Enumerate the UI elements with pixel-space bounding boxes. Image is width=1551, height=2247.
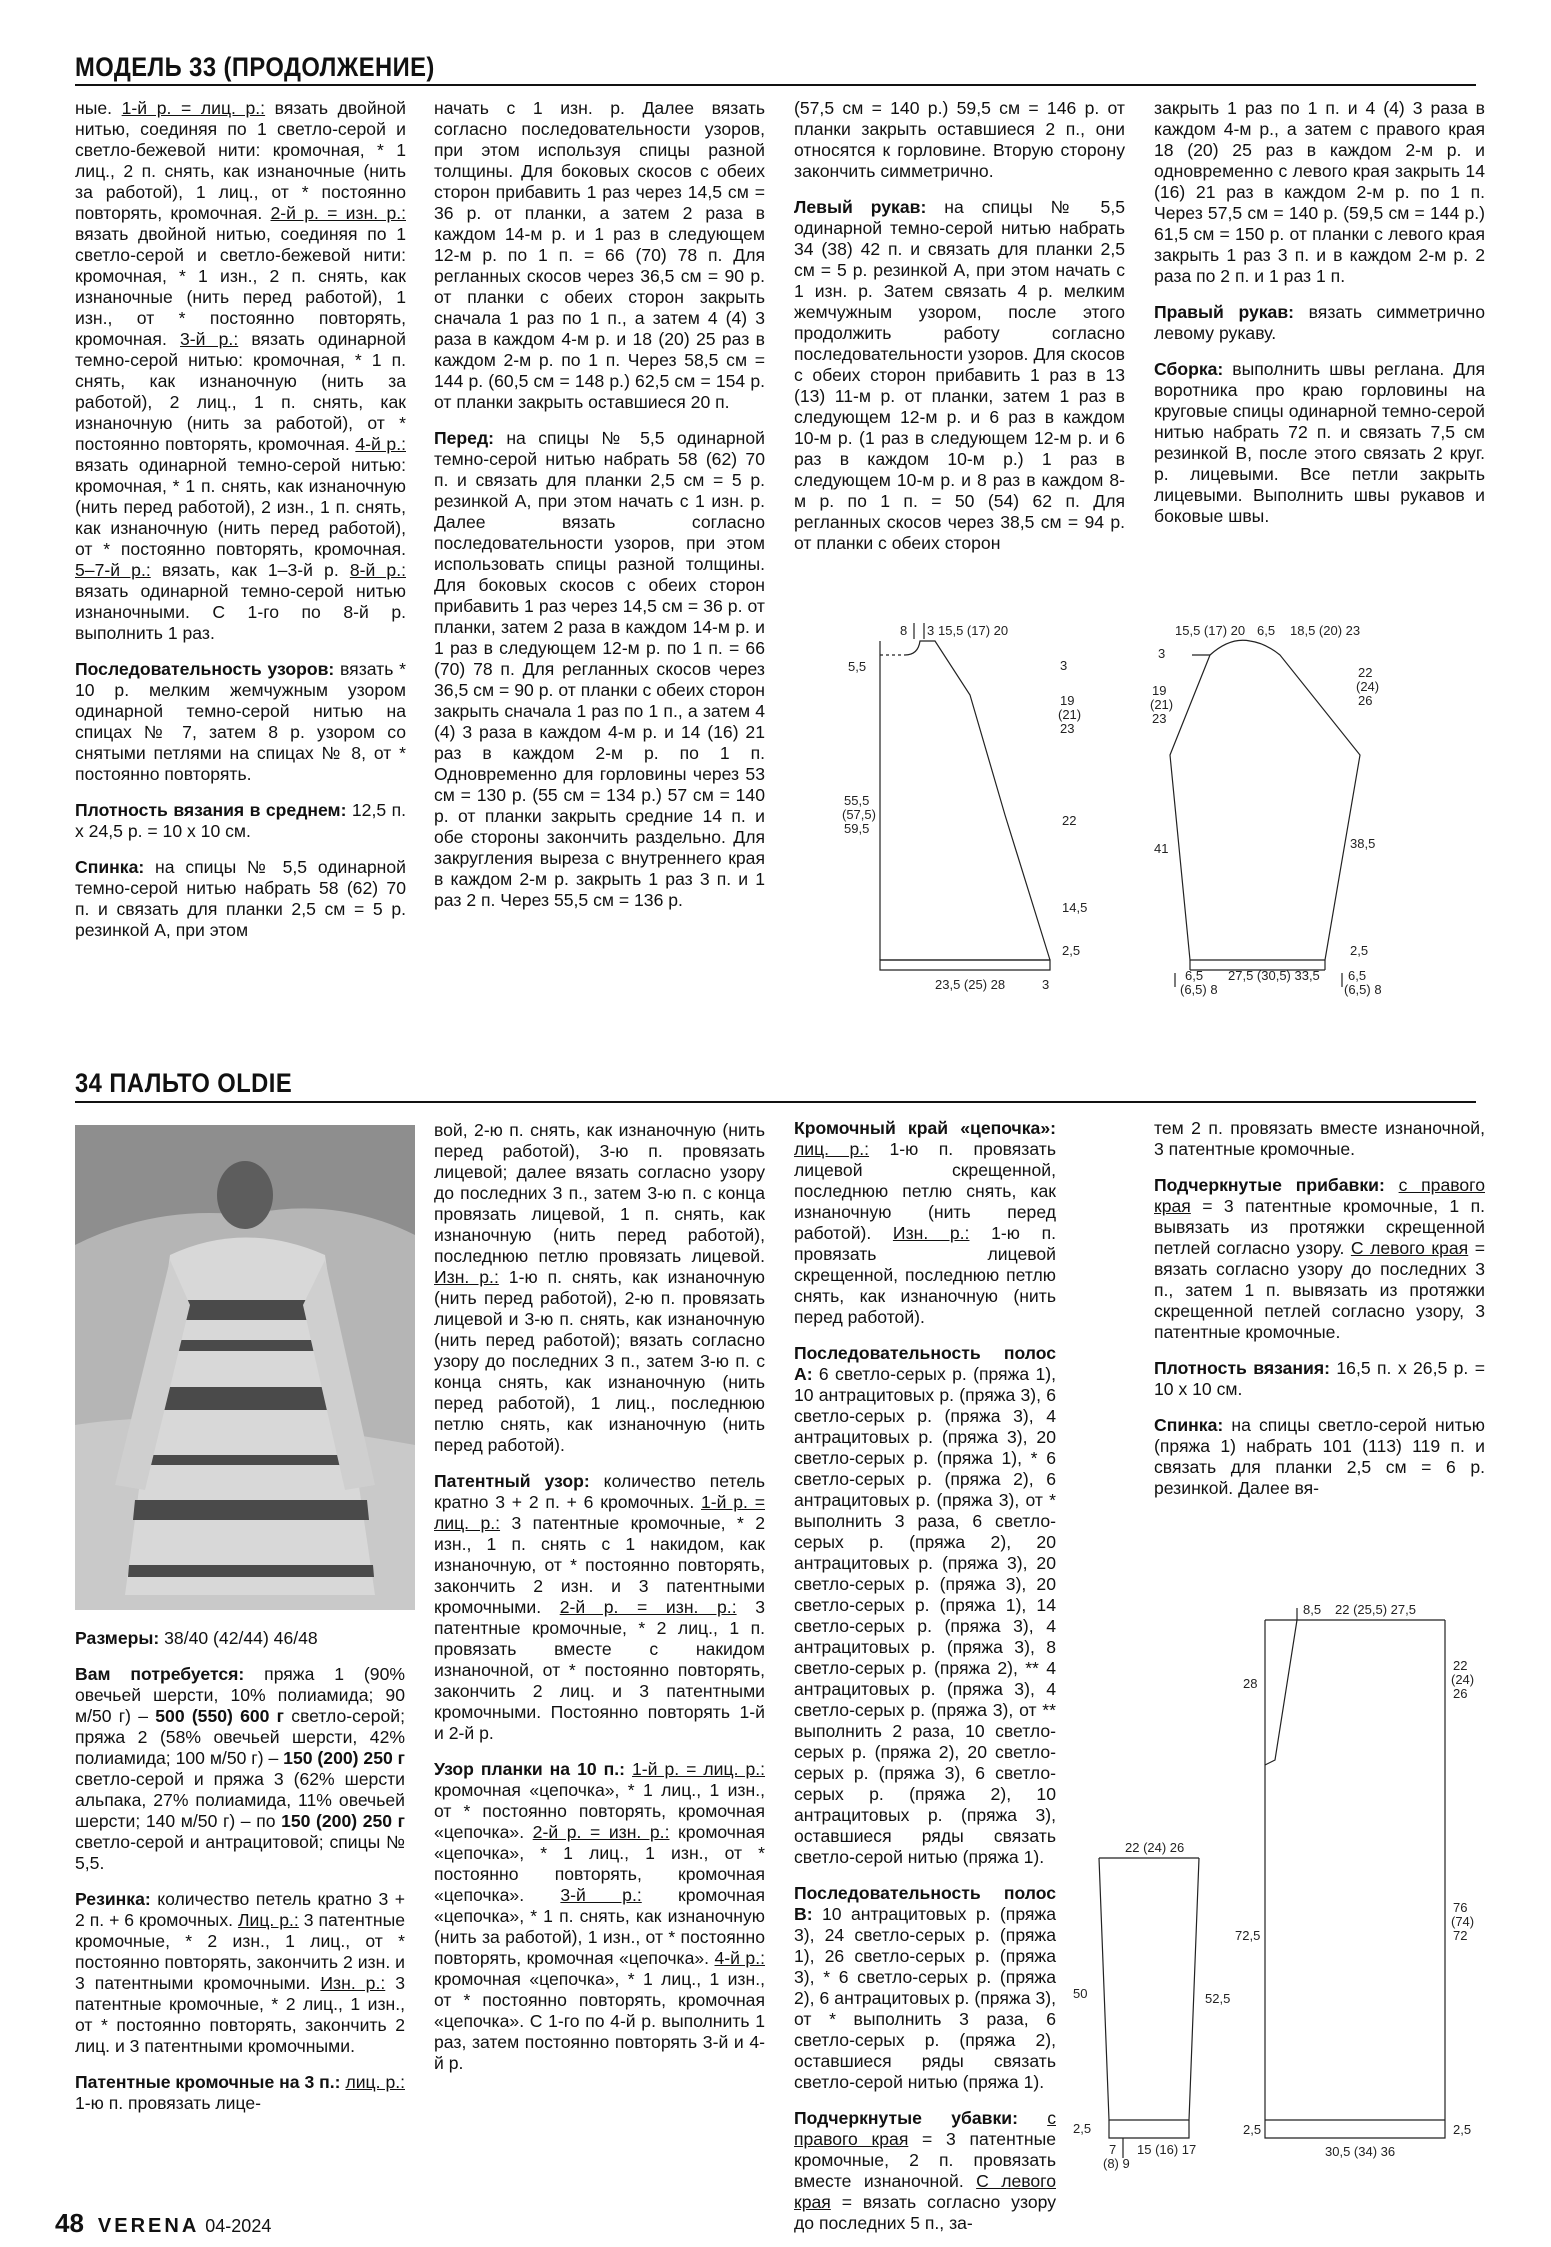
dim-label: (24) (1356, 679, 1380, 694)
dim-label: 23 (1152, 711, 1167, 726)
dim-label: 2,5 (1073, 2121, 1092, 2136)
model34-column-2 (434, 1120, 765, 2210)
dim-label: (21) (1150, 697, 1174, 712)
dim-label: 3 (1060, 658, 1068, 673)
patent-edge-paragraph: Патентные кромочные на 3 п.: лиц. р.: 1-ю п. провязать лице- (75, 2072, 405, 2113)
model34-column-1 (75, 1628, 405, 2208)
model33-column-1 (75, 98, 406, 1028)
dim-label: 8 (900, 623, 908, 638)
dim-label: 26 (1358, 693, 1373, 708)
section-rule (75, 1101, 1476, 1103)
dim-label: 28 (1243, 1676, 1258, 1691)
dim-label: 26 (1453, 1686, 1468, 1701)
dim-label: 22 (1358, 665, 1373, 680)
sleeve-continued-paragraph: закрыть 1 раз по 1 п. и 4 (4) 3 раза в каждом 4-м р., а затем с правого края 18 (20) 25 раз в каждом 2-м р. и одновременно с левого края закрыть 14 (16) 21 раз в каждом 2-м р. по 1 п. Через 57,5 см = 140 р. (59,5 см = 144 р.) 61,5 см = 150 р. от планки с левого края закрыть 1 раз 3 п. и в каждом 2-м р. 2 раза по 2 п. и 1 раз 1 п. (1154, 98, 1485, 286)
dim-label: 5,5 (848, 659, 867, 674)
magazine-name: VERENA (97, 2215, 200, 2237)
page-number: 48 (55, 2208, 84, 2238)
dim-label: 3 (927, 623, 935, 638)
coat-back-schematic-diagram (1235, 1600, 1485, 2200)
dim-label: 72 (1453, 1928, 1468, 1943)
gauge-paragraph: Плотность вязания в среднем: 12,5 п. х 24,5 р. = 10 х 10 см. (75, 800, 406, 841)
front-continued-paragraph: (57,5 см = 140 р.) 59,5 см = 146 р. от планки закрыть оставшиеся 2 п., они относятся к горловине. Вторую сторону закончить симметрично. (794, 98, 1125, 181)
coat-photo-illustration (75, 1125, 415, 1610)
assembly-paragraph: Сборка: выполнить швы реглана. Для воротника про краю горловины на круговые спицы одинарной темно-серой нитью набрать 72 п. и связать 7,5 см резинкой В, после этого связать 2 круг. р. лицевыми. Все петли закрыть лицевыми. Выполнить швы рукавов и боковые швы. (1154, 359, 1485, 526)
dim-label: 59,5 (844, 821, 870, 836)
patent-edge-continued-paragraph: вой, 2-ю п. снять, как изнаночную (нить перед работой), 3-ю п. провязать лицевой; далее вязать согласно узору до последних 3 п., затем 3-ю п. с конца провязать лицевой, 1 п. снять, как изнаночную (нить перед работой), последнюю петлю провязать лицевой. Изн. р.: 1-ю п. снять, как изнаночную (нить перед работой), 2-ю п. провязать лицевой и 3-ю п. снять, как изнаночную (нить перед работой); вязать согласно узору до последних 3 п., затем 3-ю п. с конца снять, как изнаночную (нить перед работой), 1 лиц., последнюю петлю снять, как изнаночную (нить перед работой). (434, 1120, 765, 1455)
dim-label: 2,5 (1243, 2122, 1262, 2137)
issue-number: 04-2024 (205, 2216, 272, 2236)
section-rule (75, 84, 1476, 86)
materials-paragraph: Вам потребуется: пряжа 1 (90% овечьей шерсти, 10% полиамида; 90 м/50 г) – 500 (550) 600 г светло-серой; пряжа 2 (58% овечьей шерсти, 42% полиамида; 100 м/50 г) – 150 (200) 250 г светло-серой и пряжа 3 (62% шерсти альпака, 27% полиамида, 11% овечьей шерсти; 140 м/50 г) – по 150 (200) 250 г светло-серой и антрацитовой; спицы № 5,5. (75, 1664, 406, 1873)
dim-label: (24) (1451, 1672, 1475, 1687)
dim-label: 6,5 (1185, 968, 1204, 983)
section-title-model-34: 34 ПАЛЬТО OLDIE (75, 1068, 293, 1098)
pattern-rows-paragraph: ные. 1-й р. = лиц. р.: вязать двойной нитью, соединяя по 1 светло-серой и светло-бежевой нити: кромочная, * 1 лиц., 2 п. снять, как изнаночные (нить за работой), 1 лиц., от * постоянно повторять, кромочная. 2-й р. = изн. р.: вязать двойной нитью, соединяя по 1 светло-серой и светло-бежевой нити: кромочная, * 1 изн., 2 п. снять, как изнаночные (нить перед работой), 1 изн., от * постоянно повторять, кромочная. 3-й р.: вязать одинарной темно-серой нитью: кромочная, * 1 п. снять, как изнаночную (нить за работой), 2 лиц., 1 п. снять, как изнаночную (нить за работой), от * постоянно повторять, кромочная. 4-й р.: вязать одинарной темно-серой нитью: кромочная, * 1 п. снять, как изнаночную (нить перед работой), 2 изн., 1 п. снять, как изнаночную (нить перед работой), от * постоянно повторять, кромочная. 5–7-й р.: вязать, как 1–3-й р. 8-й р.: вязать одинарной темно-серой нитью изнаночными. С 1-го по 8-й р. выполнить 1 раз. (75, 98, 407, 643)
dim-label: 6,5 (1348, 968, 1367, 983)
back-paragraph: Спинка: на спицы № 5,5 одинарной темно-серой нитью набрать 58 (62) 70 п. и связать для планки 2,5 см = 5 р. резинкой А, при этом (75, 857, 406, 940)
dim-label: 2,5 (1453, 2122, 1472, 2137)
model34-column-3 (794, 1118, 1057, 2233)
dim-label: 38,5 (1350, 836, 1376, 851)
sizes-paragraph: Размеры: 38/40 (42/44) 46/48 (75, 1628, 318, 1648)
dim-label: 6,5 (1257, 623, 1276, 638)
dim-label: 22 (25,5) 27,5 (1335, 1602, 1416, 1617)
dim-label: 18,5 (20) 23 (1290, 623, 1361, 638)
rib-paragraph: Резинка: количество петель кратно 3 + 2 п. + 6 кромочных. Лиц. р.: 3 патентные кромочные, * 2 изн., 1 лиц., от * постоянно повторять, закончить 2 изн. и 3 патентными кромочными. Изн. р.: 3 патентные кромочные, * 2 лиц., 1 изн., от * постоянно повторять, закончить 2 лиц. и 3 патентными кромочными. (75, 1889, 405, 2056)
model33-column-3 (794, 98, 1125, 568)
dim-label: (74) (1451, 1914, 1475, 1929)
sleeve-schematic-diagram (1130, 615, 1390, 997)
dim-label: 15,5 (17) 20 (1175, 623, 1246, 638)
dim-label: 2,5 (1350, 943, 1369, 958)
dim-label: 50 (1073, 1986, 1088, 2001)
back-continued-paragraph: начать с 1 изн. р. Далее вязать согласно последовательности узоров, при этом используя спицы разной толщины. Для боковых скосов с обеих сторон прибавить 1 раз через 14,5 см = 36 р. от планки, а затем 2 раза в каждом 14-м р. и 1 раз в следующем 12-м р. по 1 п. = 66 (70) 78 п. Для регланных скосов через 36,5 см = 90 р. от планки с обеих сторон закрыть сначала 1 раз по 1 п., а затем 4 (4) 3 раза в каждом 4-м р. и 18 (20) 25 раз в каждом 2-м р. по 1 п. Через 58,5 см = 144 р. (60,5 см = 148 р.) 62,5 см = 154 р. от планки закрыть оставшиеся 20 п. (434, 98, 765, 412)
dim-label: (8) 9 (1103, 2156, 1130, 2171)
pattern-sequence-paragraph: Последовательность узоров: вязать * 10 р. мелким жемчужным узором одинарной темно-серой нитью на спицах № 7, затем 8 р. узором со снятыми петлями на спицах № 8, от * постоянно повторять. (75, 659, 406, 784)
dim-label: (6,5) 8 (1180, 982, 1218, 997)
coat-sleeve-schematic-diagram (1065, 1838, 1230, 2198)
coat-photo (75, 1125, 415, 1610)
dim-label: 15,5 (17) 20 (938, 623, 1009, 638)
dim-label: 15 (16) 17 (1137, 2142, 1197, 2157)
stripe-sequence-a-paragraph: Последовательность полос А: 6 светло-серых р. (пряжа 1), 10 антрацитовых р. (пряжа 3), 6 светло-серых р. (пряжа 3), 4 антрацитовых р. (пряжа 3), 20 светло-серых р. (пряжа 1), * 6 светло-серых р. (пряжа 2), 6 антрацитовых р. (пряжа 3), от * выполнить 3 раза, 6 светло-серых р. (пряжа 2), 20 антрацитовых р. (пряжа 3), 20 светло-серых р. (пряжа 3), 20 светло-серых р. (пряжа 1), 14 светло-серых р. (пряжа 3), 4 антрацитовых р. (пряжа 3), 8 светло-серых р. (пряжа 2), ** 4 антрацитовых р. (пряжа 3), 4 светло-серых р. (пряжа 3), от ** выполнить 2 раза, 10 светло-серых р. (пряжа 2), 20 светло-серых р. (пряжа 3), 6 светло-серых р. (пряжа 2), 10 антрацитовых р. (пряжа 3), оставшиеся ряды связать светло-серой нитью (пряжа 1). (794, 1343, 1056, 1867)
dim-label: 23,5 (25) 28 (935, 977, 1006, 992)
section-title-model-33: МОДЕЛЬ 33 (ПРОДОЛЖЕНИЕ) (75, 52, 435, 82)
dim-label: 22 (1062, 813, 1077, 828)
dim-label: (21) (1058, 707, 1082, 722)
dim-label: 23 (1060, 721, 1075, 736)
coat-back-paragraph: Спинка: на спицы светло-серой нитью (пряжа 1) набрать 101 (113) 119 п. и связать для планки 2,5 см = 6 р. резинкой. Далее вя- (1154, 1415, 1485, 1498)
left-sleeve-paragraph: Левый рукав: на спицы № 5,5 одинарной темно-серой нитью набрать 34 (38) 42 п. и связать для планки 2,5 см = 5 р. резинкой А, при этом начать с 1 изн. р. Затем связать 4 р. мелким жемчужным узором, после этого продолжить работу согласно последовательности узоров. Для скосов с обеих сторон прибавить 1 раз в 13 (13) 11-м р. от планки, затем 1 раз в следующем 12-м р. и 6 раз в каждом 10-м р. (1 раз в следующем 12-м р. и 6 раз в каждом 10-м р.) 1 раз в следующем 10-м р. и 8 раз в каждом 8-м р. по 1 п. = 50 (54) 62 п. Для регланных скосов через 38,5 см = 94 р. от планки с обеих сторон (794, 197, 1125, 553)
dim-label: 7 (1109, 2142, 1117, 2157)
right-sleeve-paragraph: Правый рукав: вязать симметрично левому рукаву. (1154, 302, 1485, 343)
model33-column-2 (434, 98, 765, 1028)
dim-label: 30,5 (34) 36 (1325, 2144, 1396, 2159)
dim-label: 52,5 (1205, 1991, 1231, 2006)
dim-label: 3 (1042, 977, 1050, 992)
dim-label: 55,5 (844, 793, 870, 808)
chain-edge-paragraph: Кромочный край «цепочка»: лиц. р.: 1-ю п. провязать лицевой скрещенной, последнюю петлю снять, как изнаночную (нить перед работой). Изн. р.: 1-ю п. провязать лицевой скрещенной, последнюю петлю снять, как изнаночную (нить перед работой). (794, 1118, 1057, 1327)
decreases-continued-paragraph: тем 2 п. провязать вместе изнаночной, 3 патентные кромочные. (1154, 1118, 1485, 1159)
dim-label: 19 (1152, 683, 1167, 698)
dim-label: (57,5) (842, 807, 876, 822)
decreases-paragraph: Подчеркнутые убавки: с правого края = 3 патентные кромочные, 2 п. провязать вместе изнаночной. С левого края = вязать согласно узору до последних 5 п., за- (794, 2108, 1056, 2233)
coat-gauge-paragraph: Плотность вязания: 16,5 п. х 26,5 р. = 10 х 10 см. (1154, 1358, 1485, 1399)
front-schematic-diagram (830, 615, 1090, 990)
dim-label: 19 (1060, 693, 1075, 708)
dim-label: 22 (24) 26 (1125, 1840, 1185, 1855)
dim-label: 3 (1158, 646, 1166, 661)
placket-pattern-paragraph: Узор планки на 10 п.: 1-й р. = лиц. р.: кромочная «цепочка», * 1 лиц., 1 изн., от * постоянно повторять, кромочная «цепочка». 2-й р. = изн. р.: кромочная «цепочка», * 1 лиц., 1 изн., от * постоянно повторять, кромочная «цепочка». 3-й р.: кромочная «цепочка», * 1 п. снять, как изнаночную (нить за работой), 1 изн., от * постоянно повторять, кромочная «цепочка». 4-й р.: кромочная «цепочка», * 1 лиц., 1 изн., от * постоянно повторять, кромочная «цепочка». С 1-го по 4-й р. выполнить 1 раз, затем постоянно повторять 3-й и 4-й р. (434, 1759, 766, 2073)
front-paragraph: Перед: на спицы № 5,5 одинарной темно-серой нитью набрать 58 (62) 70 п. и связать для планки 2,5 см = 5 р. резинкой А, при этом начать с 1 изн. р. Далее вязать согласно последовательности узоров, при этом использовать спицы разной толщины. Для боковых скосов с обеих сторон прибавить 1 раз через 14,5 см = 36 р. от планки, затем 2 раза в каждом 14-м р. и 1 раз в следующем 12-м р. по 1 п. = 66 (70) 78 п. Для регланных скосов через 36,5 см = 90 р. от планки с обеих сторон закрыть сначала 1 раз по 1 п., а затем 4 (4) 3 раза в каждом 4-м р. и 14 (16) 21 раз в каждом 2-м р. по 1 п. Одновременно для горловины через 53 см = 130 р. (55 см = 134 р.) 57 см = 140 р. от планки закрыть средние 14 п. и обе стороны закончить раздельно. Для закругления выреза с внутреннего края в каждом 2-м р. закрыть 1 раз 3 п. и 1 раз 2 п. Через 55,5 см = 136 р. (434, 428, 765, 910)
model33-column-4 (1154, 98, 1485, 568)
dim-label: 72,5 (1235, 1928, 1261, 1943)
dim-label: 14,5 (1062, 900, 1088, 915)
page-footer (55, 2208, 271, 2239)
stripe-sequence-b-paragraph: Последовательность полос В: 10 антрацитовых р. (пряжа 3), 24 светло-серых р. (пряжа 1), 26 светло-серых р. (пряжа 3), * 6 светло-серых р. (пряжа 2), 6 антрацитовых р. (пряжа 3), от * выполнить 3 раза, 6 светло-серых р. (пряжа 2), оставшиеся ряды связать светло-серой нитью (пряжа 1). (794, 1883, 1056, 2092)
dim-label: 27,5 (30,5) 33,5 (1228, 968, 1320, 983)
dim-label: 8,5 (1303, 1602, 1322, 1617)
dim-label: 76 (1453, 1900, 1468, 1915)
patent-pattern-paragraph: Патентный узор: количество петель кратно 3 + 2 п. + 6 кромочных. 1-й р. = лиц. р.: 3 патентные кромочные, * 2 изн., 1 п. снять с 1 накидом, как изнаночную, от * постоянно повторять, закончить 2 изн. и 3 патентными кромочными. 2-й р. = изн. р.: 3 патентные кромочные, * 2 лиц., 1 п. провязать вместе с накидом изнаночной, от * постоянно повторять, закончить 2 лиц. и 3 патентными кромочными. Постоянно повторять 1-й и 2-й р. (434, 1471, 765, 1743)
model34-column-4 (1154, 1118, 1485, 1498)
dim-label: 22 (1453, 1658, 1468, 1673)
dim-label: 2,5 (1062, 943, 1081, 958)
dim-label: (6,5) 8 (1344, 982, 1382, 997)
dim-label: 41 (1154, 841, 1169, 856)
increases-paragraph: Подчеркнутые прибавки: с правого края = 3 патентные кромочные, 1 п. вывязать из протяжки скрещенной петлей согласно узору. С левого края = вязать согласно узору до последних 3 п., затем 1 п. вывязать из протяжки скрещенной петлей согласно узору, 3 патентные кромочные. (1154, 1175, 1485, 1342)
